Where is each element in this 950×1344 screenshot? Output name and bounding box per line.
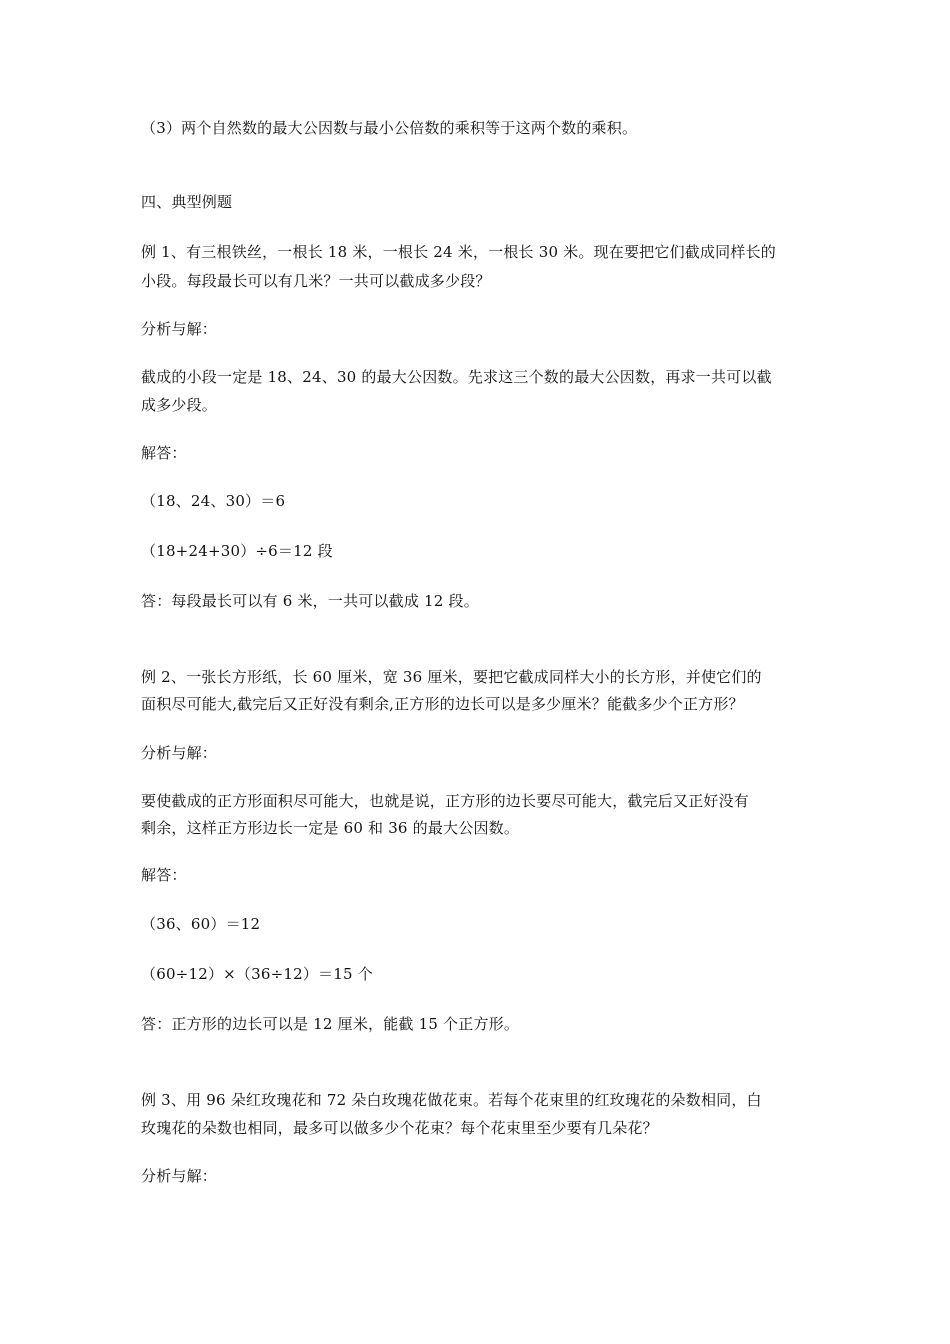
example-1-analysis-line-2: 成多少段。 — [141, 396, 218, 414]
example-1-step-1: （18、24、30）＝6 — [141, 492, 286, 510]
example-1-problem-line-2: 小段。每段最长可以有几米？一共可以截成多少段？ — [141, 272, 491, 290]
example-2-final-answer: 答：正方形的边长可以是 12 厘米，能截 15 个正方形。 — [141, 1015, 520, 1033]
example-1-analysis-line-1: 截成的小段一定是 18、24、30 的最大公因数。先求这三个数的最大公因数，再求一共可以截 — [141, 368, 772, 386]
example-2-analysis-line-1: 要使截成的正方形面积尽可能大，也就是说，正方形的边长要尽可能大，截完后又正好没有 — [141, 792, 750, 810]
example-2-step-2: （60÷12）×（36÷12）＝15 个 — [141, 965, 373, 983]
example-2-answer-label: 解答： — [141, 866, 187, 884]
section-heading: 四、典型例题 — [141, 193, 233, 211]
example-1-final-answer: 答：每段最长可以有 6 米，一共可以截成 12 段。 — [141, 592, 479, 610]
example-3-problem-line-2: 玫瑰花的朵数也相同，最多可以做多少个花束？每个花束里至少要有几朵花？ — [141, 1119, 658, 1137]
example-3-problem-line-1: 例 3、用 96 朵红玫瑰花和 72 朵白玫瑰花做花束。若每个花束里的红玫瑰花的朵数相同，白 — [141, 1091, 762, 1109]
example-1-problem-line-1: 例 1、有三根铁丝，一根长 18 米，一根长 24 米，一根长 30 米。现在要把它们截成同样长的 — [141, 243, 776, 261]
example-1-step-2: （18+24+30）÷6＝12 段 — [141, 542, 333, 560]
example-2-problem-line-1: 例 2、一张长方形纸，长 60 厘米，宽 36 厘米，要把它截成同样大小的长方形，并使它们的 — [141, 668, 762, 686]
example-2-analysis-label: 分析与解： — [141, 744, 218, 762]
example-1-analysis-label: 分析与解： — [141, 320, 218, 338]
example-1-answer-label: 解答： — [141, 444, 187, 462]
example-2-step-1: （36、60）＝12 — [141, 915, 261, 933]
example-2-analysis-line-2: 剩余，这样正方形边长一定是 60 和 36 的最大公因数。 — [141, 819, 520, 837]
example-3-analysis-label: 分析与解： — [141, 1167, 218, 1185]
example-2-problem-line-2: 面积尽可能大,截完后又正好没有剩余,正方形的边长可以是多少厘米？能截多少个正方形？ — [141, 695, 744, 713]
property-3-line: （3）两个自然数的最大公因数与最小公倍数的乘积等于这两个数的乘积。 — [141, 119, 638, 137]
